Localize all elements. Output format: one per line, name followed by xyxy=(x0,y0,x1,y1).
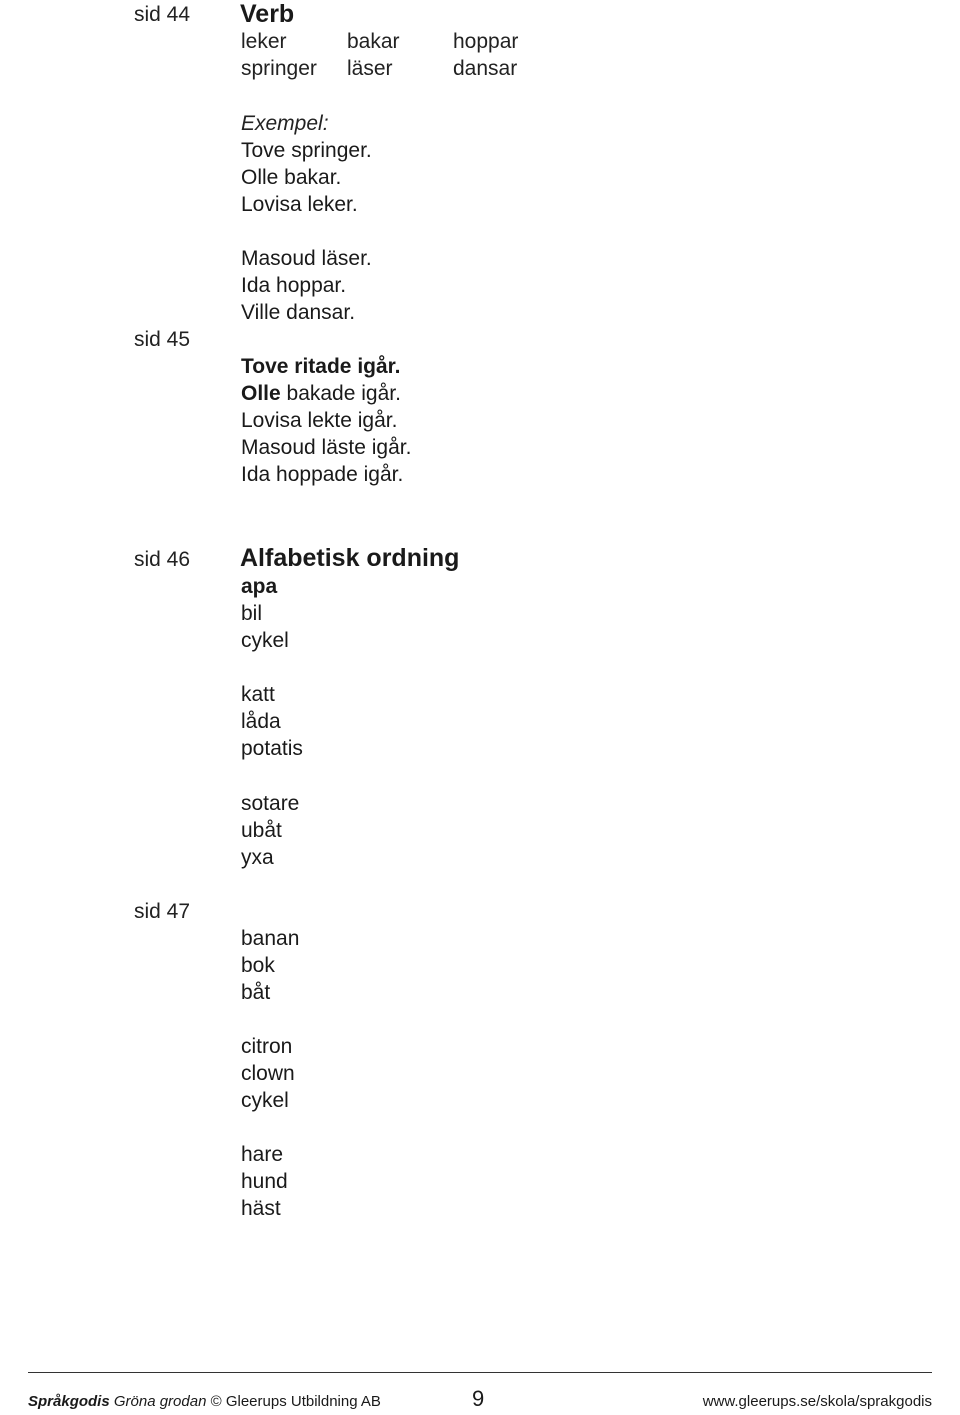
past-sentence xyxy=(241,353,411,380)
predicate: Masoud läste igår. xyxy=(241,436,412,459)
alphabetical-heading: Alfabetisk ordning xyxy=(240,544,460,572)
word: clown xyxy=(241,1062,295,1085)
sentence: Masoud läser. xyxy=(241,247,372,270)
word: yxa xyxy=(241,846,274,869)
verb-word: hoppar xyxy=(453,30,519,53)
word-group xyxy=(241,573,289,654)
verb-word: dansar xyxy=(453,57,518,80)
predicate: Lovisa lekte igår. xyxy=(241,409,398,432)
example-sentence: Tove springer. xyxy=(241,139,372,162)
word-group xyxy=(241,1033,295,1114)
past-sentence xyxy=(241,461,411,488)
word: hare xyxy=(241,1143,284,1166)
predicate: ritade igår. xyxy=(288,355,401,378)
past-tense-sentences xyxy=(241,353,411,488)
word: cykel xyxy=(241,1089,289,1112)
past-sentence xyxy=(241,434,411,461)
word-group xyxy=(241,925,299,1006)
more-sentences xyxy=(241,245,372,326)
word: banan xyxy=(241,927,300,950)
word: cykel xyxy=(241,629,289,652)
word: potatis xyxy=(241,737,303,760)
footer-brand: Språkgodis xyxy=(28,1393,110,1410)
predicate: bakade igår. xyxy=(280,382,401,405)
word: häst xyxy=(241,1197,281,1220)
word: bok xyxy=(241,954,275,977)
example-sentence: Olle bakar. xyxy=(241,166,342,189)
word-group xyxy=(241,790,299,871)
example-label: Exempel: xyxy=(241,112,329,135)
word: apa xyxy=(241,575,278,598)
page-marker-46: sid 46 xyxy=(134,548,191,571)
verb-heading: Verb xyxy=(240,0,295,28)
past-sentence xyxy=(241,407,411,434)
word: hund xyxy=(241,1170,288,1193)
word: citron xyxy=(241,1035,293,1058)
verb-word: bakar xyxy=(347,30,400,53)
word: låda xyxy=(241,710,281,733)
word-group xyxy=(241,1141,288,1222)
predicate: Ida hoppade igår. xyxy=(241,463,404,486)
footer-rule xyxy=(28,1372,932,1373)
page-marker-44: sid 44 xyxy=(134,3,191,26)
word: katt xyxy=(241,683,275,706)
footer-credit xyxy=(28,1393,381,1410)
word-group xyxy=(241,681,303,762)
word: sotare xyxy=(241,792,300,815)
word: ubåt xyxy=(241,819,282,842)
page-marker-47: sid 47 xyxy=(134,900,191,923)
example-list xyxy=(241,137,372,218)
footer-series: Gröna grodan xyxy=(113,1393,207,1410)
footer-url[interactable]: www.gleerups.se/skola/sprakgodis xyxy=(702,1393,932,1410)
verb-word: leker xyxy=(241,30,287,53)
footer-copyright: © Gleerups Utbildning AB xyxy=(210,1393,381,1410)
verb-word: springer xyxy=(241,57,317,80)
subject: Tove xyxy=(241,355,289,378)
verb-word: läser xyxy=(347,57,393,80)
page-number: 9 xyxy=(472,1386,485,1411)
word: båt xyxy=(241,981,271,1004)
word: bil xyxy=(241,602,263,625)
sentence: Ville dansar. xyxy=(241,301,356,324)
page-marker-45: sid 45 xyxy=(134,328,191,351)
past-sentence xyxy=(241,380,411,407)
sentence: Ida hoppar. xyxy=(241,274,347,297)
example-sentence: Lovisa leker. xyxy=(241,193,358,216)
subject: Olle xyxy=(241,382,281,405)
